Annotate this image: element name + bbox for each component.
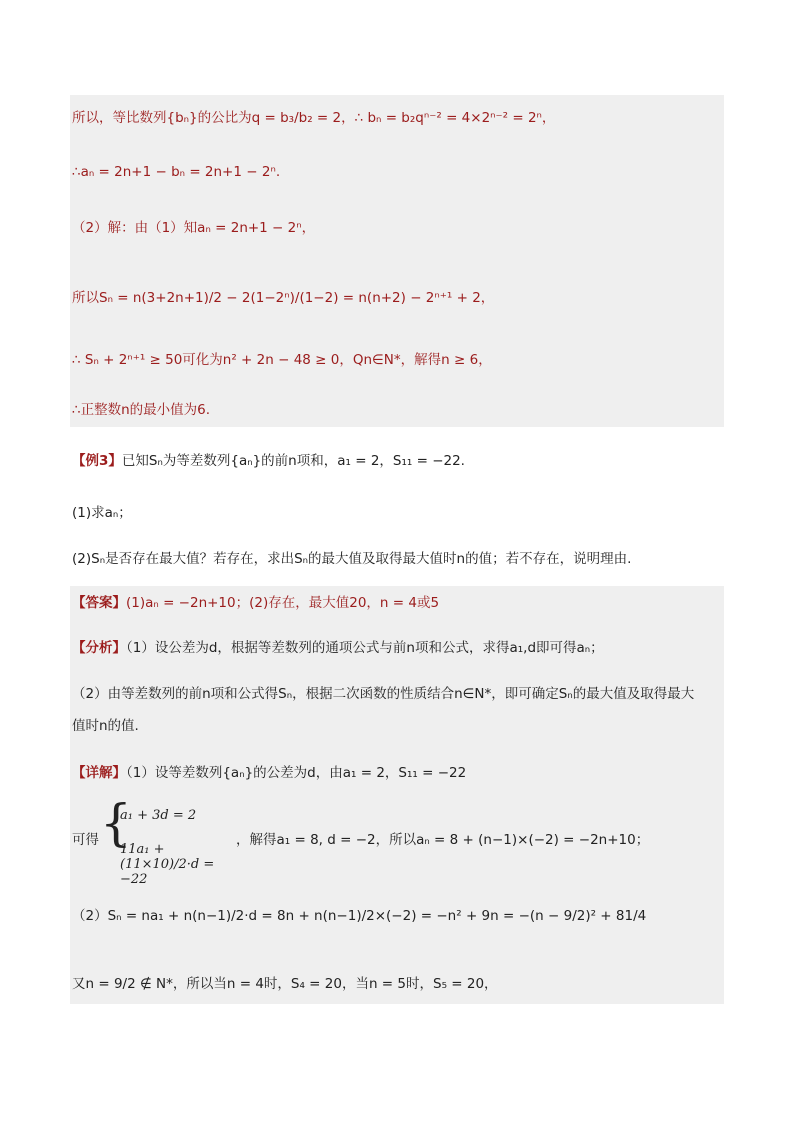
- analysis-text-1: （1）设公差为d，根据等差数列的通项公式与前n项和公式，求得a₁,d即可得aₙ；: [126, 640, 604, 656]
- system-eq-1: a₁ + 3d = 2: [120, 808, 197, 823]
- analysis-line-3: 值时n的值.: [72, 718, 139, 734]
- system-prefix: 可得: [72, 832, 99, 848]
- detail-line-sn: （2）Sₙ = na₁ + n(n−1)/2·d = 8n + n(n−1)/2×(−2) = −n² + 9n = −(n − 9/2)² + 81/4: [72, 908, 647, 924]
- system-brace: {: [100, 794, 132, 852]
- equation-system-row: [72, 830, 99, 850]
- text-line-sn-formula: 所以Sₙ = n(3+2n+1)/2 − 2(1−2ⁿ)/(1−2) = n(n+2) − 2ⁿ⁺¹ + 2，: [72, 290, 495, 306]
- detail-line-conclusion: 又n = 9/2 ∉ N*，所以当n = 4时，S₄ = 20，当n = 5时，S₅ = 20，: [72, 976, 498, 992]
- example-stem: [72, 451, 465, 471]
- detail-tag: 【详解】: [72, 765, 126, 781]
- text-line-min-value: ∴正整数n的最小值为6.: [72, 402, 211, 418]
- shade-band-1: [70, 95, 724, 427]
- answer-tag: 【答案】: [72, 595, 126, 611]
- text-line-inequality: ∴ Sₙ + 2ⁿ⁺¹ ≥ 50可化为n² + 2n − 48 ≥ 0，Qn∈N*，解得n ≥ 6，: [72, 352, 492, 368]
- system-eq-2: 11a₁ + (11×10)/2·d = −22: [120, 842, 215, 887]
- analysis-tag: 【分析】: [72, 640, 126, 656]
- question-1: (1)求aₙ；: [72, 505, 132, 521]
- example-tag: 【例3】: [72, 453, 122, 469]
- question-2: (2)Sₙ是否存在最大值？若存在，求出Sₙ的最大值及取得最大值时n的值；若不存在，说明理由.: [72, 551, 632, 567]
- system-suffix: ，解得a₁ = 8, d = −2，所以aₙ = 8 + (n−1)×(−2) = −2n+10；: [236, 832, 650, 848]
- example-stem-text: 已知Sₙ为等差数列{aₙ}的前n项和，a₁ = 2，S₁₁ = −22.: [121, 453, 465, 469]
- answer-text: (1)aₙ = −2n+10；(2)存在，最大值20，n = 4或5: [126, 595, 440, 611]
- equation-system: [100, 794, 240, 887]
- detail-text-1: （1）设等差数列{aₙ}的公差为d，由a₁ = 2，S₁₁ = −22: [126, 765, 467, 781]
- detail-line-1: [72, 763, 466, 783]
- answer-line: [72, 593, 439, 613]
- analysis-line-1: [72, 638, 604, 658]
- text-line-an-formula: ∴aₙ = 2n+1 − bₙ = 2n+1 − 2ⁿ.: [72, 164, 281, 180]
- analysis-line-2: （2）由等差数列的前n项和公式得Sₙ，根据二次函数的性质结合n∈N*，即可确定Sₙ的最大值及取得最大: [72, 686, 695, 702]
- text-line-common-ratio: 所以，等比数列{bₙ}的公比为q = b₃/b₂ = 2，∴ bₙ = b₂qⁿ⁻² = 4×2ⁿ⁻² = 2ⁿ，: [72, 110, 556, 126]
- text-line-part2-start: （2）解：由（1）知aₙ = 2n+1 − 2ⁿ，: [72, 220, 316, 236]
